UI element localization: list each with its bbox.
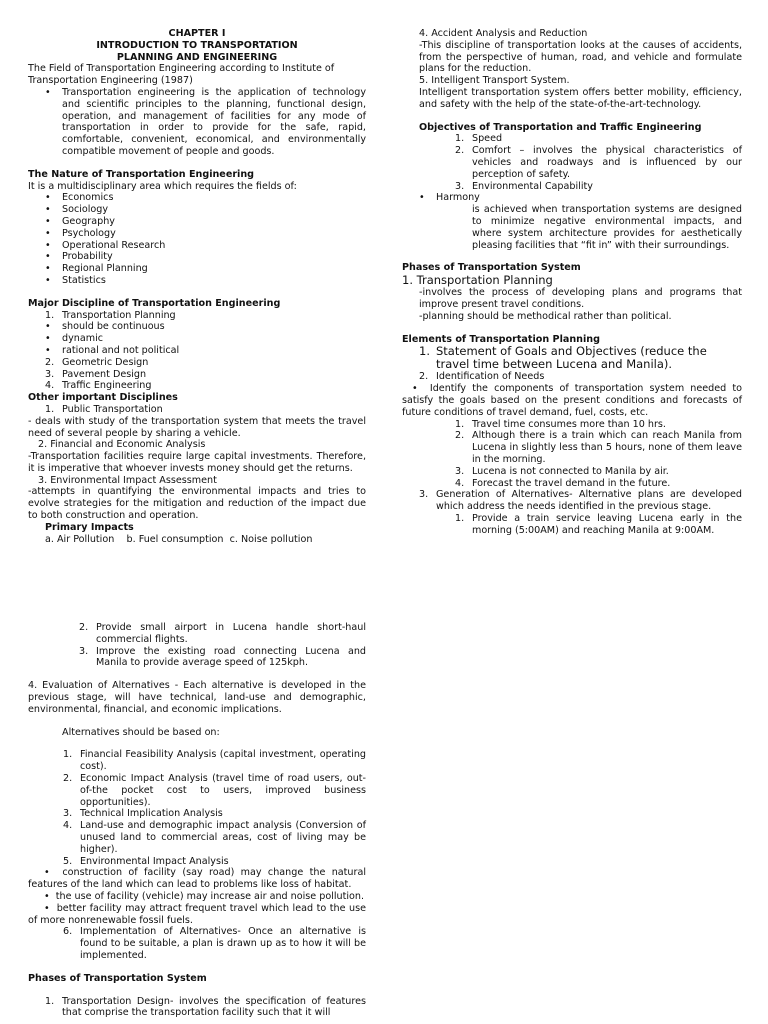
bullet-icon: • bbox=[45, 333, 51, 345]
environmental-assessment-desc: -attempts in quantifying the environmental impacts and tries to evolve strategies for the mitigation and reduction of the impact due to both construction and operation. bbox=[28, 486, 366, 522]
list-item: 5. Environmental Impact Analysis bbox=[63, 855, 229, 867]
implementation-list bbox=[28, 926, 366, 961]
major-discipline-list bbox=[28, 310, 366, 393]
list-item: 1. Public Transportation bbox=[45, 403, 163, 415]
list-item: 2. Geometric Design bbox=[45, 356, 149, 368]
list-item: 3. Generation of Alternatives- Alternative plans are developed which address the needs identified in the previous stage. bbox=[419, 489, 742, 513]
financial-analysis-desc: -Transportation facilities require large capital investments. Therefore, it is imperative that whoever invests money should get the returns. bbox=[28, 451, 366, 474]
list-item: • Probability bbox=[45, 251, 113, 263]
list-item: • Sociology bbox=[45, 204, 109, 216]
primary-impacts-heading: Primary Impacts bbox=[45, 521, 134, 533]
its-title: 5. Intelligent Transport System. bbox=[419, 75, 570, 87]
objectives-list bbox=[402, 133, 742, 192]
bullet-icon: • bbox=[44, 867, 63, 879]
bullet-icon: • bbox=[45, 215, 51, 227]
accident-desc: -This discipline of transportation looks at the causes of accidents, from the perspective of human, road, and vehicle and formulate plans for the reduction. bbox=[419, 39, 742, 75]
list-item: • Economics bbox=[45, 192, 114, 204]
its-desc: Intelligent transportation system offers better mobility, efficiency, and safety with the help of the state-of-the-art-technology. bbox=[419, 86, 742, 110]
bullet-icon: • bbox=[45, 227, 51, 239]
list-item: 6. Implementation of Alternatives- Once an alternative is found to be suitable, a plan is drawn up as to how it will be implemented. bbox=[63, 926, 366, 961]
alternatives-sublist bbox=[402, 513, 742, 537]
list-item: 1. Transportation Design- involves the specification of features that comprise the transportation facility such that it will bbox=[45, 995, 366, 1019]
list-item: 1. Statement of Goals and Objectives (reduce the travel time between Lucena and Manila). bbox=[419, 344, 707, 372]
list-item: 2. Identification of Needs bbox=[419, 371, 545, 383]
major-discipline-heading: Major Discipline of Transportation Engineering bbox=[28, 297, 281, 309]
list-item: • Harmony bbox=[419, 192, 480, 204]
phase-1-desc-2: -planning should be methodical rather than political. bbox=[419, 310, 672, 322]
chapter-title-line-1: INTRODUCTION TO TRANSPORTATION bbox=[96, 39, 298, 51]
alternatives-list bbox=[402, 489, 742, 513]
bottom-column bbox=[28, 622, 366, 1019]
list-item: 1. Provide a train service leaving Lucena early in the morning (5:00AM) and reaching Manila at 9:00AM. bbox=[455, 512, 742, 536]
fields-list bbox=[28, 192, 366, 286]
list-item: • dynamic bbox=[45, 333, 104, 345]
list-item: 4. Land-use and demographic impact analysis (Conversion of unused land to commercial areas, cost of living may be higher). bbox=[63, 820, 366, 855]
phases-heading-2: Phases of Transportation System bbox=[28, 972, 207, 984]
bullet-icon: • bbox=[45, 263, 51, 275]
definition-item: • Transportation engineering is the application of technology and scientific principles to the planning, functional design, operation, and management of facilities for any mode of transportation in order to provide for the safe, rapid, comfortable, convenient, economical, and environmentally compatible movement of people and goods. bbox=[45, 86, 366, 157]
other-disciplines-list bbox=[28, 404, 366, 416]
bullet-icon: • bbox=[45, 192, 51, 204]
list-item: 3. Pavement Design bbox=[45, 368, 147, 380]
needs-intro: • Identify the components of transportation system needed to satisfy the goals based on the present conditions and forecasts of future conditions of travel demand, fuel, costs, etc. bbox=[402, 383, 742, 418]
list-item: • Regional Planning bbox=[45, 263, 148, 275]
list-item: • Statistics bbox=[45, 274, 106, 286]
public-transport-desc: - deals with study of the transportation system that meets the travel need of several people by sharing a vehicle. bbox=[28, 415, 366, 439]
evaluation-paragraph: 4. Evaluation of Alternatives - Each alternative is developed in the previous stage, will have technical, land-use and demographic, environmental, financial, and economic implications. bbox=[28, 680, 366, 715]
list-item: 1. Financial Feasibility Analysis (capital investment, operating cost). bbox=[63, 749, 366, 773]
list-item: 2. Comfort – involves the physical characteristics of vehicles and roadways and is influenced by our perception of safety. bbox=[455, 145, 742, 180]
list-item: 1. Transportation Planning bbox=[45, 309, 176, 321]
list-item: • rational and not political bbox=[45, 344, 180, 356]
based-on-label: Alternatives should be based on: bbox=[62, 726, 220, 738]
definition-list bbox=[28, 87, 366, 158]
list-item: 3. Technical Implication Analysis bbox=[63, 808, 223, 820]
left-column bbox=[28, 28, 366, 545]
nature-intro: It is a multidisciplinary area which requires the fields of: bbox=[28, 180, 297, 192]
list-item: 2. Provide small airport in Lucena handle short-haul commercial flights. bbox=[79, 622, 366, 645]
field-intro: The Field of Transportation Engineering according to Institute of Transportation Engineering (1987) bbox=[28, 63, 335, 87]
analyses-list bbox=[28, 749, 366, 867]
elements-heading: Elements of Transportation Planning bbox=[402, 333, 600, 345]
objectives-heading: Objectives of Transportation and Traffic Engineering bbox=[419, 121, 702, 133]
primary-impacts-line: a. Air Pollution b. Fuel consumption c. Noise pollution bbox=[45, 533, 313, 545]
list-item: • Operational Research bbox=[45, 239, 166, 251]
alternatives-continued-list bbox=[28, 622, 366, 669]
bullet-icon: • bbox=[45, 321, 51, 333]
elements-list bbox=[402, 345, 742, 383]
bullet-icon: • bbox=[412, 383, 430, 395]
list-item: • should be continuous bbox=[45, 321, 165, 333]
chapter-title-line-2: PLANNING AND ENGINEERING bbox=[116, 51, 278, 63]
list-item: 2. Although there is a train which can reach Manila from Lucena in slightly less than 5 hours, none of them leave in the morning. bbox=[455, 430, 742, 465]
nature-heading: The Nature of Transportation Engineering bbox=[28, 168, 255, 180]
bullet-icon: • bbox=[45, 204, 51, 216]
bullet-icon: • bbox=[419, 192, 425, 204]
list-item: 1. Speed bbox=[455, 133, 503, 145]
bullet-icon: • bbox=[45, 344, 51, 356]
financial-analysis-title: 2. Financial and Economic Analysis bbox=[38, 439, 206, 451]
list-item: 4. Traffic Engineering bbox=[45, 380, 152, 392]
environmental-assessment-title: 3. Environmental Impact Assessment bbox=[38, 474, 217, 486]
list-item: 3. Environmental Capability bbox=[455, 180, 593, 192]
bullet-icon: • bbox=[45, 86, 51, 98]
right-column bbox=[402, 28, 742, 536]
list-item: 2. Economic Impact Analysis (travel time of road users, out-of-the pocket cost to users, improved business opportunities). bbox=[63, 772, 366, 808]
impact-bullet: • the use of facility (vehicle) may increase air and noise pollution. bbox=[44, 890, 365, 902]
harmony-list bbox=[402, 192, 742, 204]
bullet-icon: • bbox=[45, 239, 51, 251]
design-list bbox=[28, 996, 366, 1020]
list-item: • Psychology bbox=[45, 227, 116, 239]
bullet-icon: • bbox=[44, 890, 56, 902]
list-item: 3. Lucena is not connected to Manila by air. bbox=[455, 465, 669, 477]
harmony-desc: is achieved when transportation systems are designed to minimize negative environmental impacts, and where system architecture provides for aesthetically pleasing facilities that “fit in” with their surroundings. bbox=[472, 204, 742, 251]
accident-title: 4. Accident Analysis and Reduction bbox=[419, 28, 588, 39]
phases-heading: Phases of Transportation System bbox=[402, 262, 581, 274]
list-item: 1. Travel time consumes more than 10 hrs. bbox=[455, 418, 666, 430]
bullet-icon: • bbox=[45, 251, 51, 263]
bullet-icon: • bbox=[44, 902, 57, 914]
bullet-icon: • bbox=[45, 274, 51, 286]
other-disciplines-heading: Other important Disciplines bbox=[28, 392, 178, 404]
phase-1-title: 1. Transportation Planning bbox=[402, 273, 553, 288]
impact-bullet: • better facility may attract frequent travel which lead to the use of more nonrenewable fossil fuels. bbox=[28, 902, 366, 926]
list-item: • Geography bbox=[45, 215, 115, 227]
list-item: 3. Improve the existing road connecting Lucena and Manila to provide average speed of 125kph. bbox=[79, 645, 366, 669]
chapter-number: CHAPTER I bbox=[168, 28, 226, 39]
impact-bullet: • construction of facility (say road) may change the natural features of the land which can lead to problems like loss of habitat. bbox=[28, 867, 366, 891]
list-item: 4. Forecast the travel demand in the future. bbox=[455, 477, 671, 489]
needs-list bbox=[402, 419, 742, 490]
phase-1-desc-1: -involves the process of developing plans and programs that improve present travel conditions. bbox=[419, 287, 742, 310]
